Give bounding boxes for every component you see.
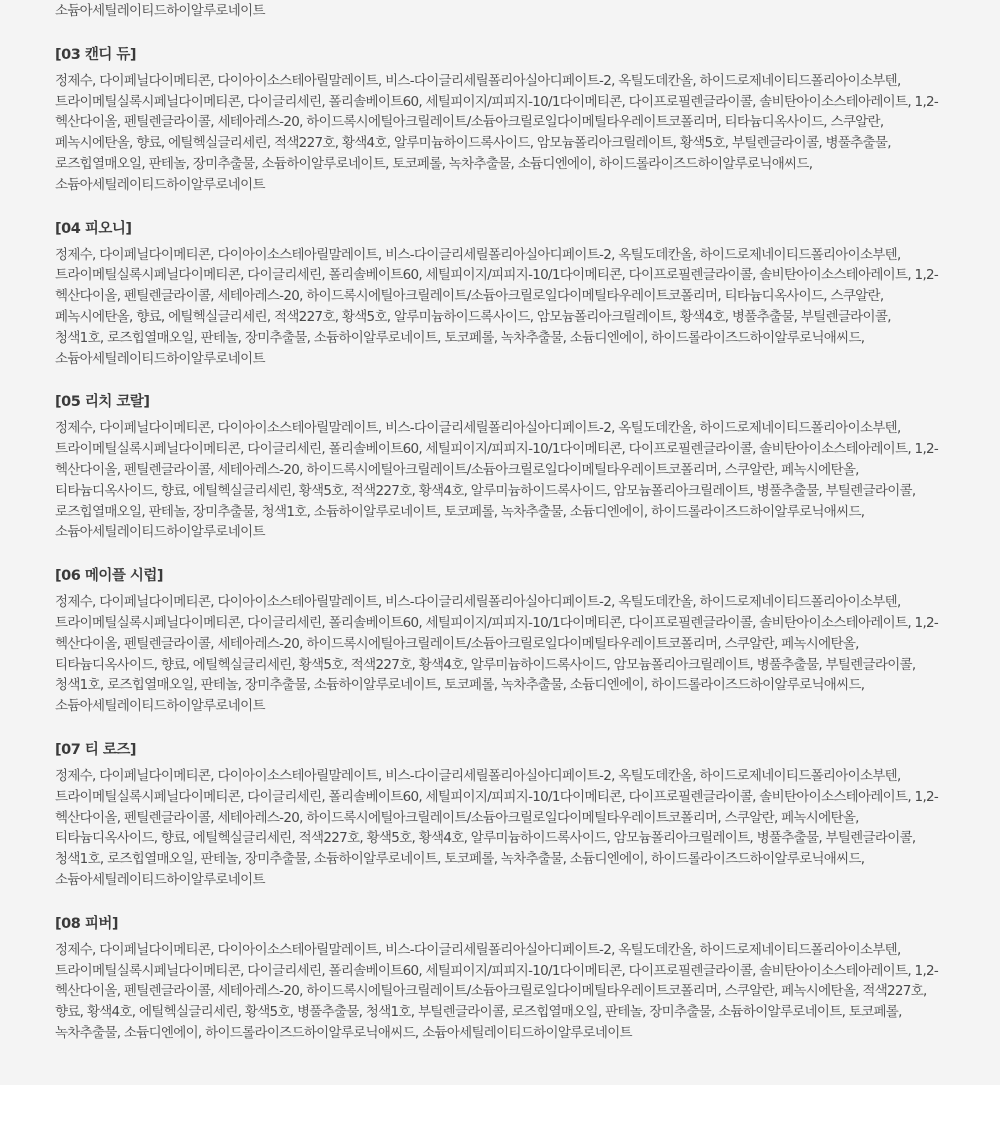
section-title: [08 피버] [55,915,118,932]
ingredient-list: 정제수, 다이페닐다이메티콘, 다이아이소스테아릴말레이트, 비스-다이글리세릴폴리아실아디페이트-2, 옥틸도데칸올, 하이드로제네이티드폴리아이소부텐, 트라이메틸실록시페닐다이메티콘, 다이글리세린, 폴리솔베이트60, 세틸피이지/피피지-10/1다이메티콘, 다이프로필렌글라이콜, 솔비탄아이소스테아레이트, 1,2-헥산다이올, 펜틸렌글라이콜, 세테아레스-20, 하이드록시에틸아크릴레이트/소듐아크릴로일다이메틸타우레이트코폴리머, 스쿠알란, 페녹시에탄올, 티타늄디옥사이드, 향료, 에틸헥실글리세린, 적색227호, 황색5호, 황색4호, 알루미늄하이드록사이드, 암모늄폴리아크릴레이트, 병풀추출물, 부틸렌글라이콜, 청색1호, 로즈힙열매오일, 판테놀, 장미추출물, 소듐하이알루로네이트, 토코페롤, 녹차추출물, 소듐디엔에이, 하이드롤라이즈드하이알루로닉애씨드, 소듐아세틸레이티드하이알루로네이트 [55,767,939,888]
ingredient-list: 정제수, 다이페닐다이메티콘, 다이아이소스테아릴말레이트, 비스-다이글리세릴폴리아실아디페이트-2, 옥틸도데칸올, 하이드로제네이티드폴리아이소부텐, 트라이메틸실록시페닐다이메티콘, 다이글리세린, 폴리솔베이트60, 세틸피이지/피피지-10/1다이메티콘, 다이프로필렌글라이콜, 솔비탄아이소스테아레이트, 1,2-헥산다이올, 펜틸렌글라이콜, 세테아레스-20, 하이드록시에틸아크릴레이트/소듐아크릴로일다이메틸타우레이트코폴리머, 티타늄디옥사이드, 스쿠알란, 페녹시에탄올, 향료, 에틸헥실글리세린, 적색227호, 황색5호, 알루미늄하이드록사이드, 암모늄폴리아크릴레이트, 황색4호, 병풀추출물, 부틸렌글라이콜, 청색1호, 로즈힙열매오일, 판테놀, 장미추출물, 소듐하이알루로네이트, 토코페롤, 녹차추출물, 소듐디엔에이, 하이드롤라이즈드하이알루로닉애씨드, 소듐아세틸레이티드하이알루로네이트 [55,246,939,367]
ingredient-list: 정제수, 다이페닐다이메티콘, 다이아이소스테아릴말레이트, 비스-다이글리세릴폴리아실아디페이트-2, 옥틸도데칸올, 하이드로제네이티드폴리아이소부텐, 트라이메틸실록시페닐다이메티콘, 다이글리세린, 폴리솔베이트60, 세틸피이지/피피지-10/1다이메티콘, 다이프로필렌글라이콜, 솔비탄아이소스테아레이트, 1,2-헥산다이올, 펜틸렌글라이콜, 세테아레스-20, 하이드록시에틸아크릴레이트/소듐아크릴로일다이메틸타우레이트코폴리머, 스쿠알란, 페녹시에탄올, 티타늄디옥사이드, 향료, 에틸헥실글리세린, 황색5호, 적색227호, 황색4호, 알루미늄하이드록사이드, 암모늄폴리아크릴레이트, 병풀추출물, 부틸렌글라이콜, 로즈힙열매오일, 판테놀, 장미추출물, 청색1호, 소듐하이알루로네이트, 토코페롤, 녹차추출물, 소듐디엔에이, 하이드롤라이즈드하이알루로닉애씨드, 소듐아세틸레이티드하이알루로네이트 [55,420,939,541]
ingredient-list: 정제수, 다이페닐다이메티콘, 다이아이소스테아릴말레이트, 비스-다이글리세릴폴리아실아디페이트-2, 옥틸도데칸올, 하이드로제네이티드폴리아이소부텐, 트라이메틸실록시페닐다이메티콘, 다이글리세린, 폴리솔베이트60, 세틸피이지/피피지-10/1다이메티콘, 다이프로필렌글라이콜, 솔비탄아이소스테아레이트, 1,2-헥산다이올, 펜틸렌글라이콜, 세테아레스-20, 하이드록시에틸아크릴레이트/소듐아크릴로일다이메틸타우레이트코폴리머, 스쿠알란, 페녹시에탄올, 티타늄디옥사이드, 향료, 에틸헥실글리세린, 황색5호, 적색227호, 황색4호, 알루미늄하이드록사이드, 암모늄폴리아크릴레이트, 병풀추출물, 부틸렌글라이콜, 청색1호, 로즈힙열매오일, 판테놀, 장미추출물, 소듐하이알루로네이트, 토코페롤, 녹차추출물, 소듐디엔에이, 하이드롤라이즈드하이알루로닉애씨드, 소듐아세틸레이티드하이알루로네이트 [55,594,939,715]
section-07-tea-rose [55,740,940,891]
section-04-peony [55,219,940,370]
previous-section-tail: 소듐아세틸레이티드하이알루로네이트 [55,3,265,19]
section-title: [03 캔디 듀] [55,46,137,63]
section-title: [07 티 로즈] [55,741,137,758]
section-title: [05 리치 코랄] [55,394,150,411]
section-title: [06 메이플 시럽] [55,568,164,585]
section-06-maple-syrup [55,566,940,717]
section-08-fever [55,914,940,1044]
section-05-rich-coral [55,392,940,543]
ingredient-list: 정제수, 다이페닐다이메티콘, 다이아이소스테아릴말레이트, 비스-다이글리세릴폴리아실아디페이트-2, 옥틸도데칸올, 하이드로제네이티드폴리아이소부텐, 트라이메틸실록시페닐다이메티콘, 다이글리세린, 폴리솔베이트60, 세틸피이지/피피지-10/1다이메티콘, 다이프로필렌글라이콜, 솔비탄아이소스테아레이트, 1,2-헥산다이올, 펜틸렌글라이콜, 세테아레스-20, 하이드록시에틸아크릴레이트/소듐아크릴로일다이메틸타우레이트코폴리머, 스쿠알란, 페녹시에탄올, 적색227호, 향료, 황색4호, 에틸헥실글리세린, 황색5호, 병풀추출물, 청색1호, 부틸렌글라이콜, 로즈힙열매오일, 판테놀, 장미추출물, 소듐하이알루로네이트, 토코페롤, 녹차추출물, 소듐디엔에이, 하이드롤라이즈드하이알루로닉애씨드, 소듐아세틸레이티드하이알루로네이트 [55,941,939,1041]
ingredient-list: 정제수, 다이페닐다이메티콘, 다이아이소스테아릴말레이트, 비스-다이글리세릴폴리아실아디페이트-2, 옥틸도데칸올, 하이드로제네이티드폴리아이소부텐, 트라이메틸실록시페닐다이메티콘, 다이글리세린, 폴리솔베이트60, 세틸피이지/피피지-10/1다이메티콘, 다이프로필렌글라이콜, 솔비탄아이소스테아레이트, 1,2-헥산다이올, 펜틸렌글라이콜, 세테아레스-20, 하이드록시에틸아크릴레이트/소듐아크릴로일다이메틸타우레이트코폴리머, 티타늄디옥사이드, 스쿠알란, 페녹시에탄올, 향료, 에틸헥실글리세린, 적색227호, 황색4호, 알루미늄하이드록사이드, 암모늄폴리아크릴레이트, 황색5호, 부틸렌글라이콜, 병풀추출물, 로즈힙열매오일, 판테놀, 장미추출물, 소듐하이알루로네이트, 토코페롤, 녹차추출물, 소듐디엔에이, 하이드롤라이즈드하이알루로닉애씨드, 소듐아세틸레이티드하이알루로네이트 [55,72,939,193]
section-title: [04 피오니] [55,220,132,237]
page-bottom-space [0,1085,1000,1133]
section-03-candy-dew [55,45,940,196]
